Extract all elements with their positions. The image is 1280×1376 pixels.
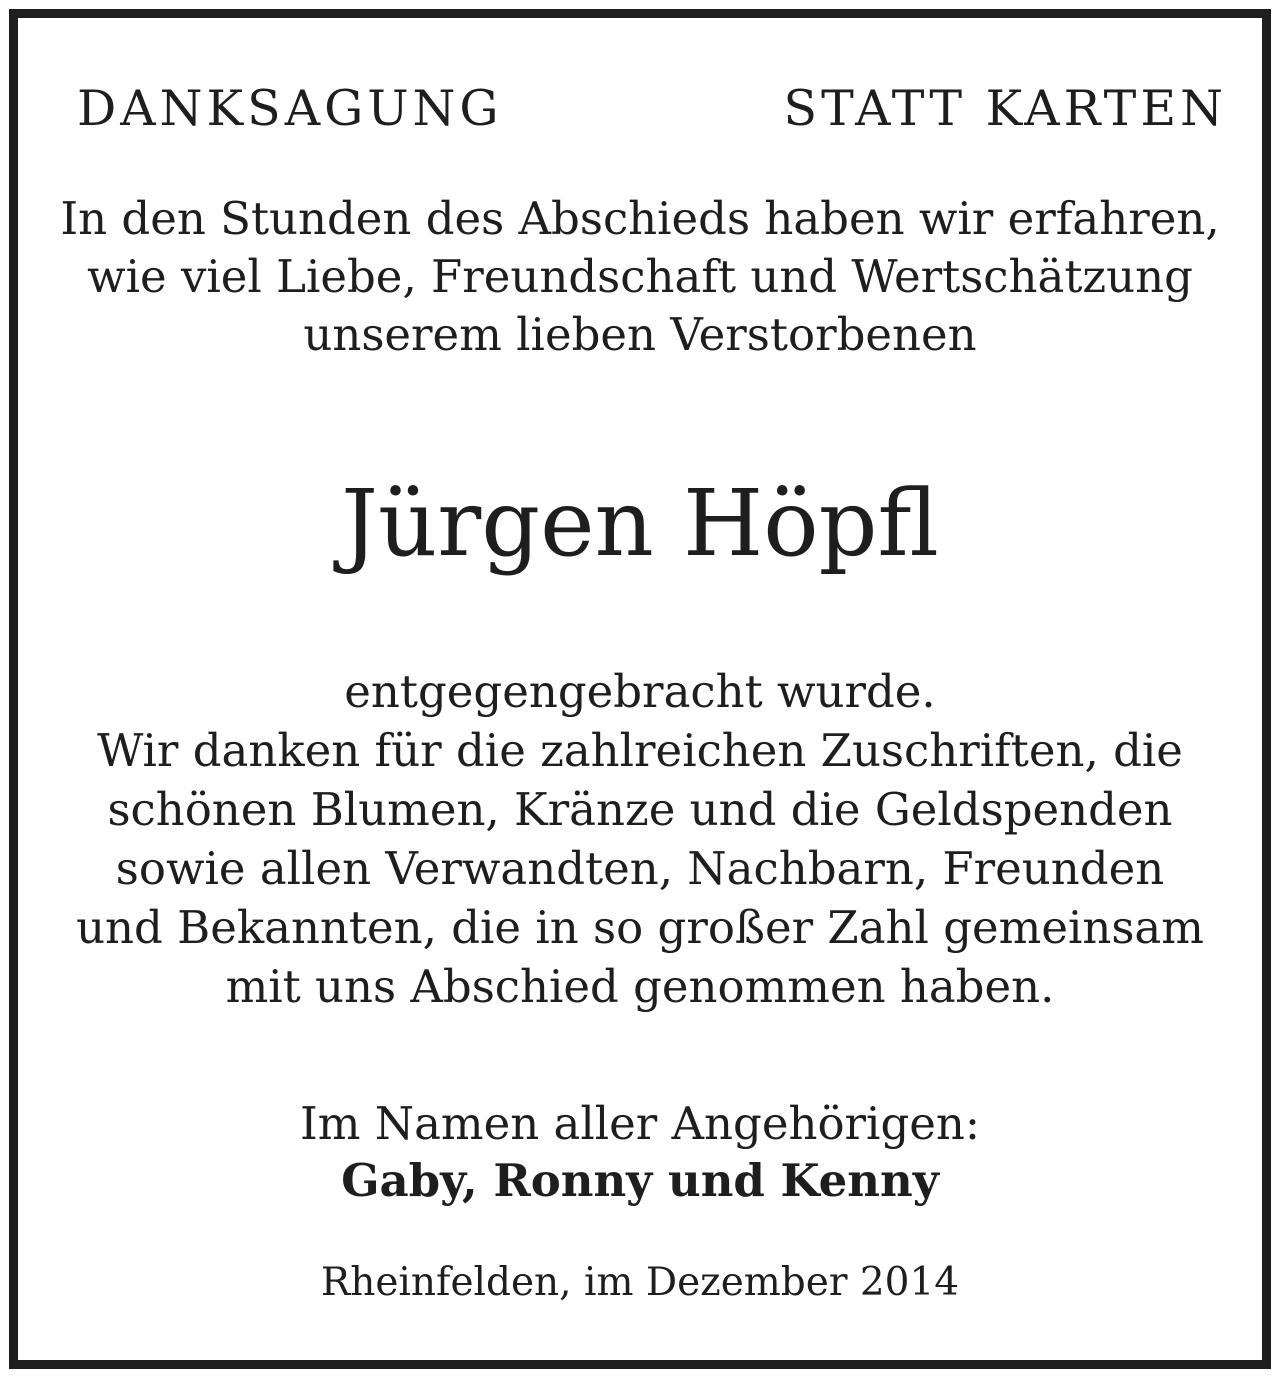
- thanks-line: entgegengebracht wurde.: [344, 665, 936, 718]
- thanks-text: [18, 662, 1262, 1016]
- intro-line: unserem lieben Verstorbenen: [303, 308, 977, 361]
- signature-intro: Im Namen aller Angehörigen:: [299, 1097, 981, 1150]
- thanks-line: und Bekannten, die in so großer Zahl gemeinsam: [76, 901, 1204, 954]
- intro-text: [18, 190, 1262, 364]
- heading-statt-karten: STATT KARTEN: [783, 80, 1227, 137]
- thanks-line: mit uns Abschied genommen haben.: [225, 960, 1055, 1013]
- thanks-line: schönen Blumen, Kränze und die Geldspenden: [107, 783, 1173, 836]
- obituary-notice: [9, 9, 1271, 1369]
- place-date: Rheinfelden, im Dezember 2014: [320, 1260, 960, 1305]
- intro-line: wie viel Liebe, Freundschaft und Wertschätzung: [87, 250, 1193, 303]
- intro-line: In den Stunden des Abschieds haben wir erfahren,: [60, 192, 1220, 245]
- signature-names: Gaby, Ronny und Kenny: [341, 1154, 939, 1207]
- heading-danksagung: DANKSAGUNG: [77, 80, 503, 137]
- thanks-line: sowie allen Verwandten, Nachbarn, Freunden: [115, 842, 1165, 895]
- thanks-line: Wir danken für die zahlreichen Zuschriften, die: [97, 724, 1183, 777]
- deceased-name: Jürgen Höpfl: [341, 470, 939, 577]
